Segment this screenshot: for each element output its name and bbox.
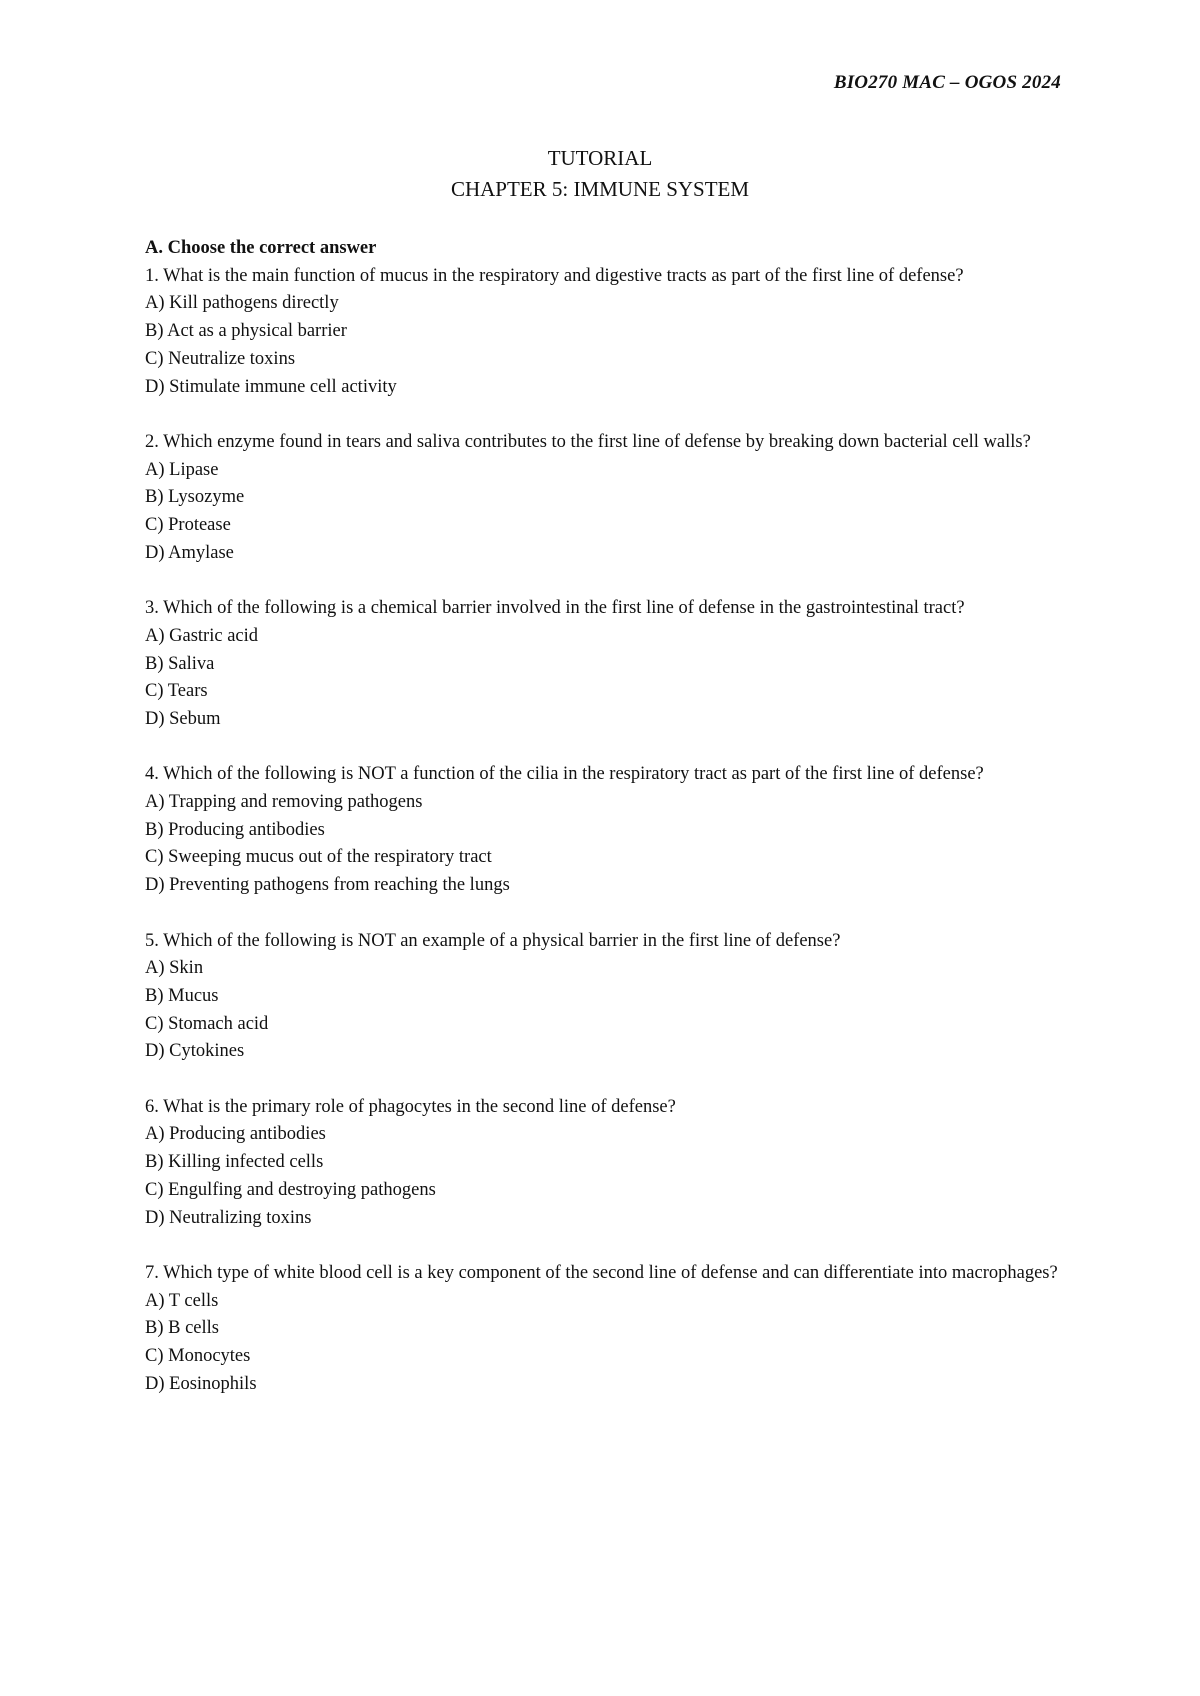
question-3 [145, 595, 1065, 734]
question-text: 5. Which of the following is NOT an example of a physical barrier in the first line of defense? [145, 930, 841, 951]
question-7 [145, 1260, 1065, 1399]
option-c: C) Sweeping mucus out of the respiratory tract [145, 847, 492, 868]
option-a: A) Kill pathogens directly [145, 293, 339, 314]
option-a: A) Gastric acid [145, 625, 259, 646]
option-d: D) Cytokines [145, 1041, 245, 1062]
question-text: 7. Which type of white blood cell is a key component of the second line of defense and can differentiate into macrophages? [145, 1262, 1058, 1283]
option-c: C) Neutralize toxins [145, 348, 296, 369]
option-d: D) Amylase [145, 542, 234, 563]
option-b: B) Producing antibodies [145, 819, 325, 840]
option-d: D) Eosinophils [145, 1373, 257, 1394]
tutorial-content [145, 235, 1065, 1426]
question-6 [145, 1094, 1065, 1233]
question-5 [145, 928, 1065, 1067]
option-b: B) B cells [145, 1318, 219, 1339]
option-b: B) Mucus [145, 985, 219, 1006]
document-title: TUTORIAL [547, 146, 653, 170]
option-a: A) Producing antibodies [145, 1124, 326, 1145]
question-2 [145, 429, 1065, 568]
question-text: 1. What is the main function of mucus in the respiratory and digestive tracts as part of the first line of defense? [145, 265, 964, 286]
option-d: D) Preventing pathogens from reaching the lungs [145, 875, 510, 896]
option-d: D) Stimulate immune cell activity [145, 376, 397, 397]
option-c: C) Stomach acid [145, 1013, 269, 1034]
option-b: B) Saliva [145, 653, 215, 674]
option-a: A) Trapping and removing pathogens [145, 792, 423, 813]
question-text: 2. Which enzyme found in tears and saliva contributes to the first line of defense by breaking down bacterial cell walls? [145, 431, 1031, 452]
question-text: 4. Which of the following is NOT a function of the cilia in the respiratory tract as part of the first line of defense? [145, 764, 984, 785]
option-c: C) Engulfing and destroying pathogens [145, 1179, 436, 1200]
question-text: 3. Which of the following is a chemical barrier involved in the first line of defense in the gastrointestinal tract? [145, 598, 965, 619]
option-b: B) Killing infected cells [145, 1152, 324, 1173]
option-a: A) Lipase [145, 459, 219, 480]
option-d: D) Sebum [145, 708, 221, 729]
option-c: C) Monocytes [145, 1346, 251, 1367]
chapter-title: CHAPTER 5: IMMUNE SYSTEM [450, 177, 750, 201]
question-4 [145, 761, 1065, 900]
section-title: A. Choose the correct answer [145, 238, 377, 258]
option-a: A) Skin [145, 958, 204, 979]
question-text: 6. What is the primary role of phagocytes in the second line of defense? [145, 1096, 676, 1117]
option-d: D) Neutralizing toxins [145, 1207, 312, 1228]
option-a: A) T cells [145, 1290, 219, 1311]
option-b: B) Act as a physical barrier [145, 321, 347, 342]
option-c: C) Protease [145, 515, 231, 536]
option-b: B) Lysozyme [145, 487, 245, 508]
question-1 [145, 263, 1065, 402]
course-header: BIO270 MAC – OGOS 2024 [833, 72, 1061, 93]
option-c: C) Tears [145, 681, 208, 702]
